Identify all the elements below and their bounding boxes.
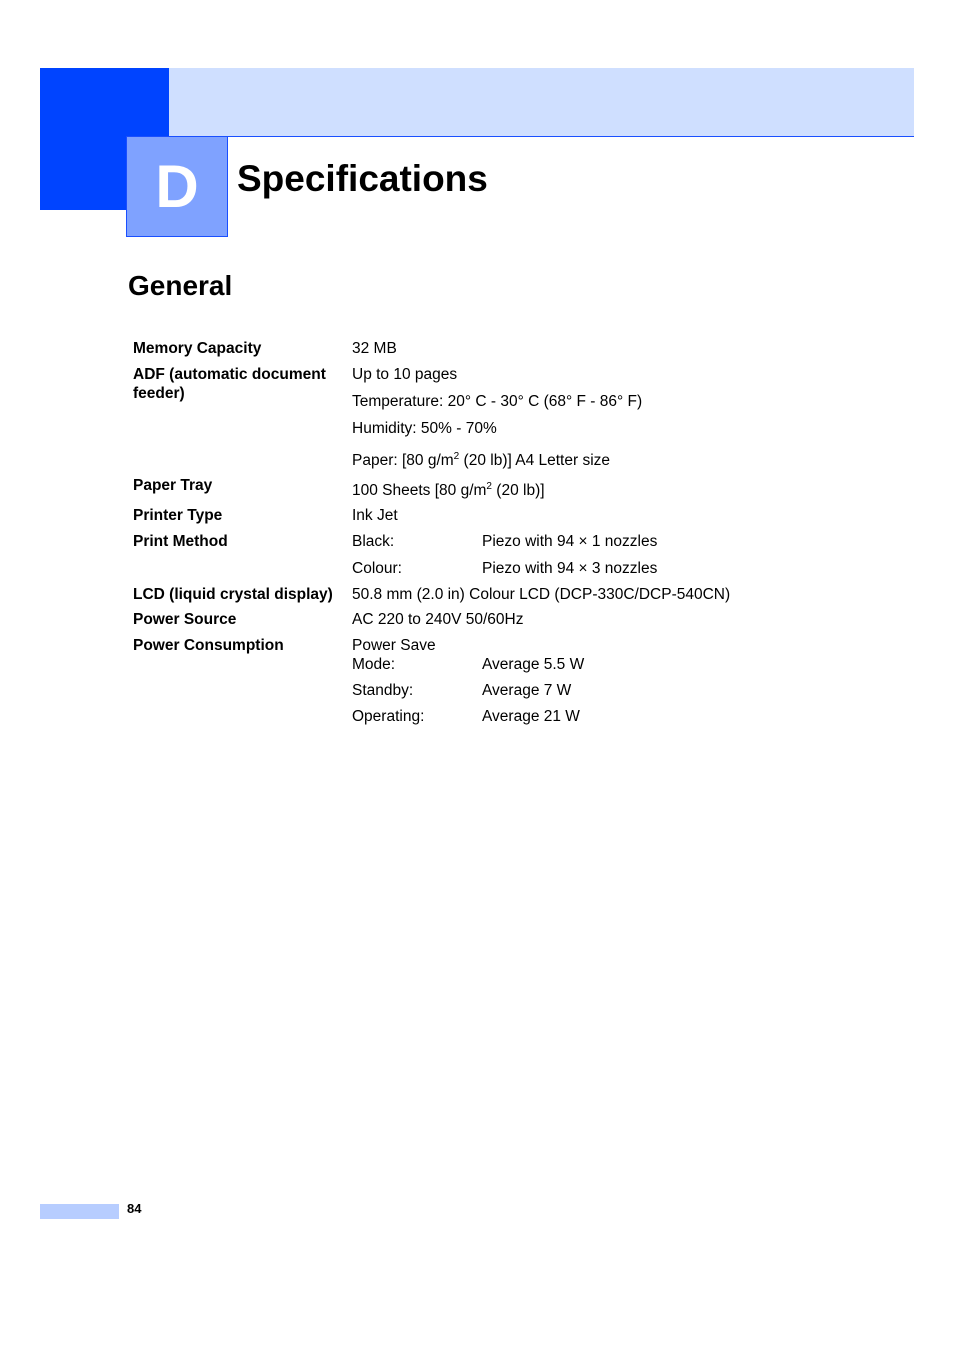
print-method-colour-label: Colour: — [352, 560, 402, 577]
print-method-colour-value: Piezo with 94 × 3 nozzles — [482, 560, 658, 577]
lcd-label: LCD (liquid crystal display) — [133, 586, 333, 603]
lcd-value: 50.8 mm (2.0 in) Colour LCD (DCP-330C/DCP-540CN) — [352, 586, 731, 603]
paper-tray-pre: 100 Sheets [80 g/m — [352, 482, 487, 499]
operating-value: Average 21 W — [482, 708, 580, 725]
memory-label: Memory Capacity — [133, 340, 262, 357]
printer-type-label: Printer Type — [133, 507, 223, 524]
standby-value: Average 7 W — [482, 682, 572, 699]
adf-paper — [352, 451, 610, 470]
power-source-label: Power Source — [133, 611, 237, 628]
adf-temperature: Temperature: 20° C - 30° C (68° F - 86° F) — [352, 393, 643, 410]
print-method-label: Print Method — [133, 533, 228, 550]
operating-label: Operating: — [352, 708, 425, 725]
paper-tray-post: (20 lb)] — [491, 482, 545, 499]
page-number: 84 — [127, 1201, 142, 1216]
chapter-letter: D — [155, 152, 199, 220]
power-save-label-line2: Mode: — [352, 656, 396, 673]
footer-bar — [40, 1204, 119, 1219]
adf-paper-pre: Paper: [80 g/m — [352, 452, 454, 469]
chapter-letter-box — [126, 136, 228, 237]
adf-value: Up to 10 pages — [352, 366, 458, 383]
paper-tray-sup: 2 — [486, 481, 492, 492]
header-band-light — [169, 68, 914, 137]
paper-tray-label: Paper Tray — [133, 477, 213, 494]
power-consumption-label: Power Consumption — [133, 637, 284, 654]
power-save-value: Average 5.5 W — [482, 656, 585, 673]
adf-paper-sup: 2 — [453, 451, 460, 462]
standby-label: Standby: — [352, 682, 414, 699]
chapter-title: Specifications — [237, 158, 488, 199]
power-source-value: AC 220 to 240V 50/60Hz — [352, 611, 524, 628]
memory-value: 32 MB — [352, 340, 397, 357]
power-save-label-line1: Power Save — [352, 637, 436, 654]
adf-paper-post: (20 lb)] A4 Letter size — [459, 452, 611, 469]
paper-tray-value — [352, 481, 545, 500]
adf-humidity: Humidity: 50% - 70% — [352, 420, 497, 437]
adf-label-line2: feeder) — [133, 385, 185, 402]
adf-label-line1: ADF (automatic document — [133, 366, 326, 383]
print-method-black-value: Piezo with 94 × 1 nozzles — [482, 533, 658, 550]
printer-type-value: Ink Jet — [352, 507, 398, 524]
print-method-black-label: Black: — [352, 533, 395, 550]
section-title: General — [128, 270, 233, 301]
